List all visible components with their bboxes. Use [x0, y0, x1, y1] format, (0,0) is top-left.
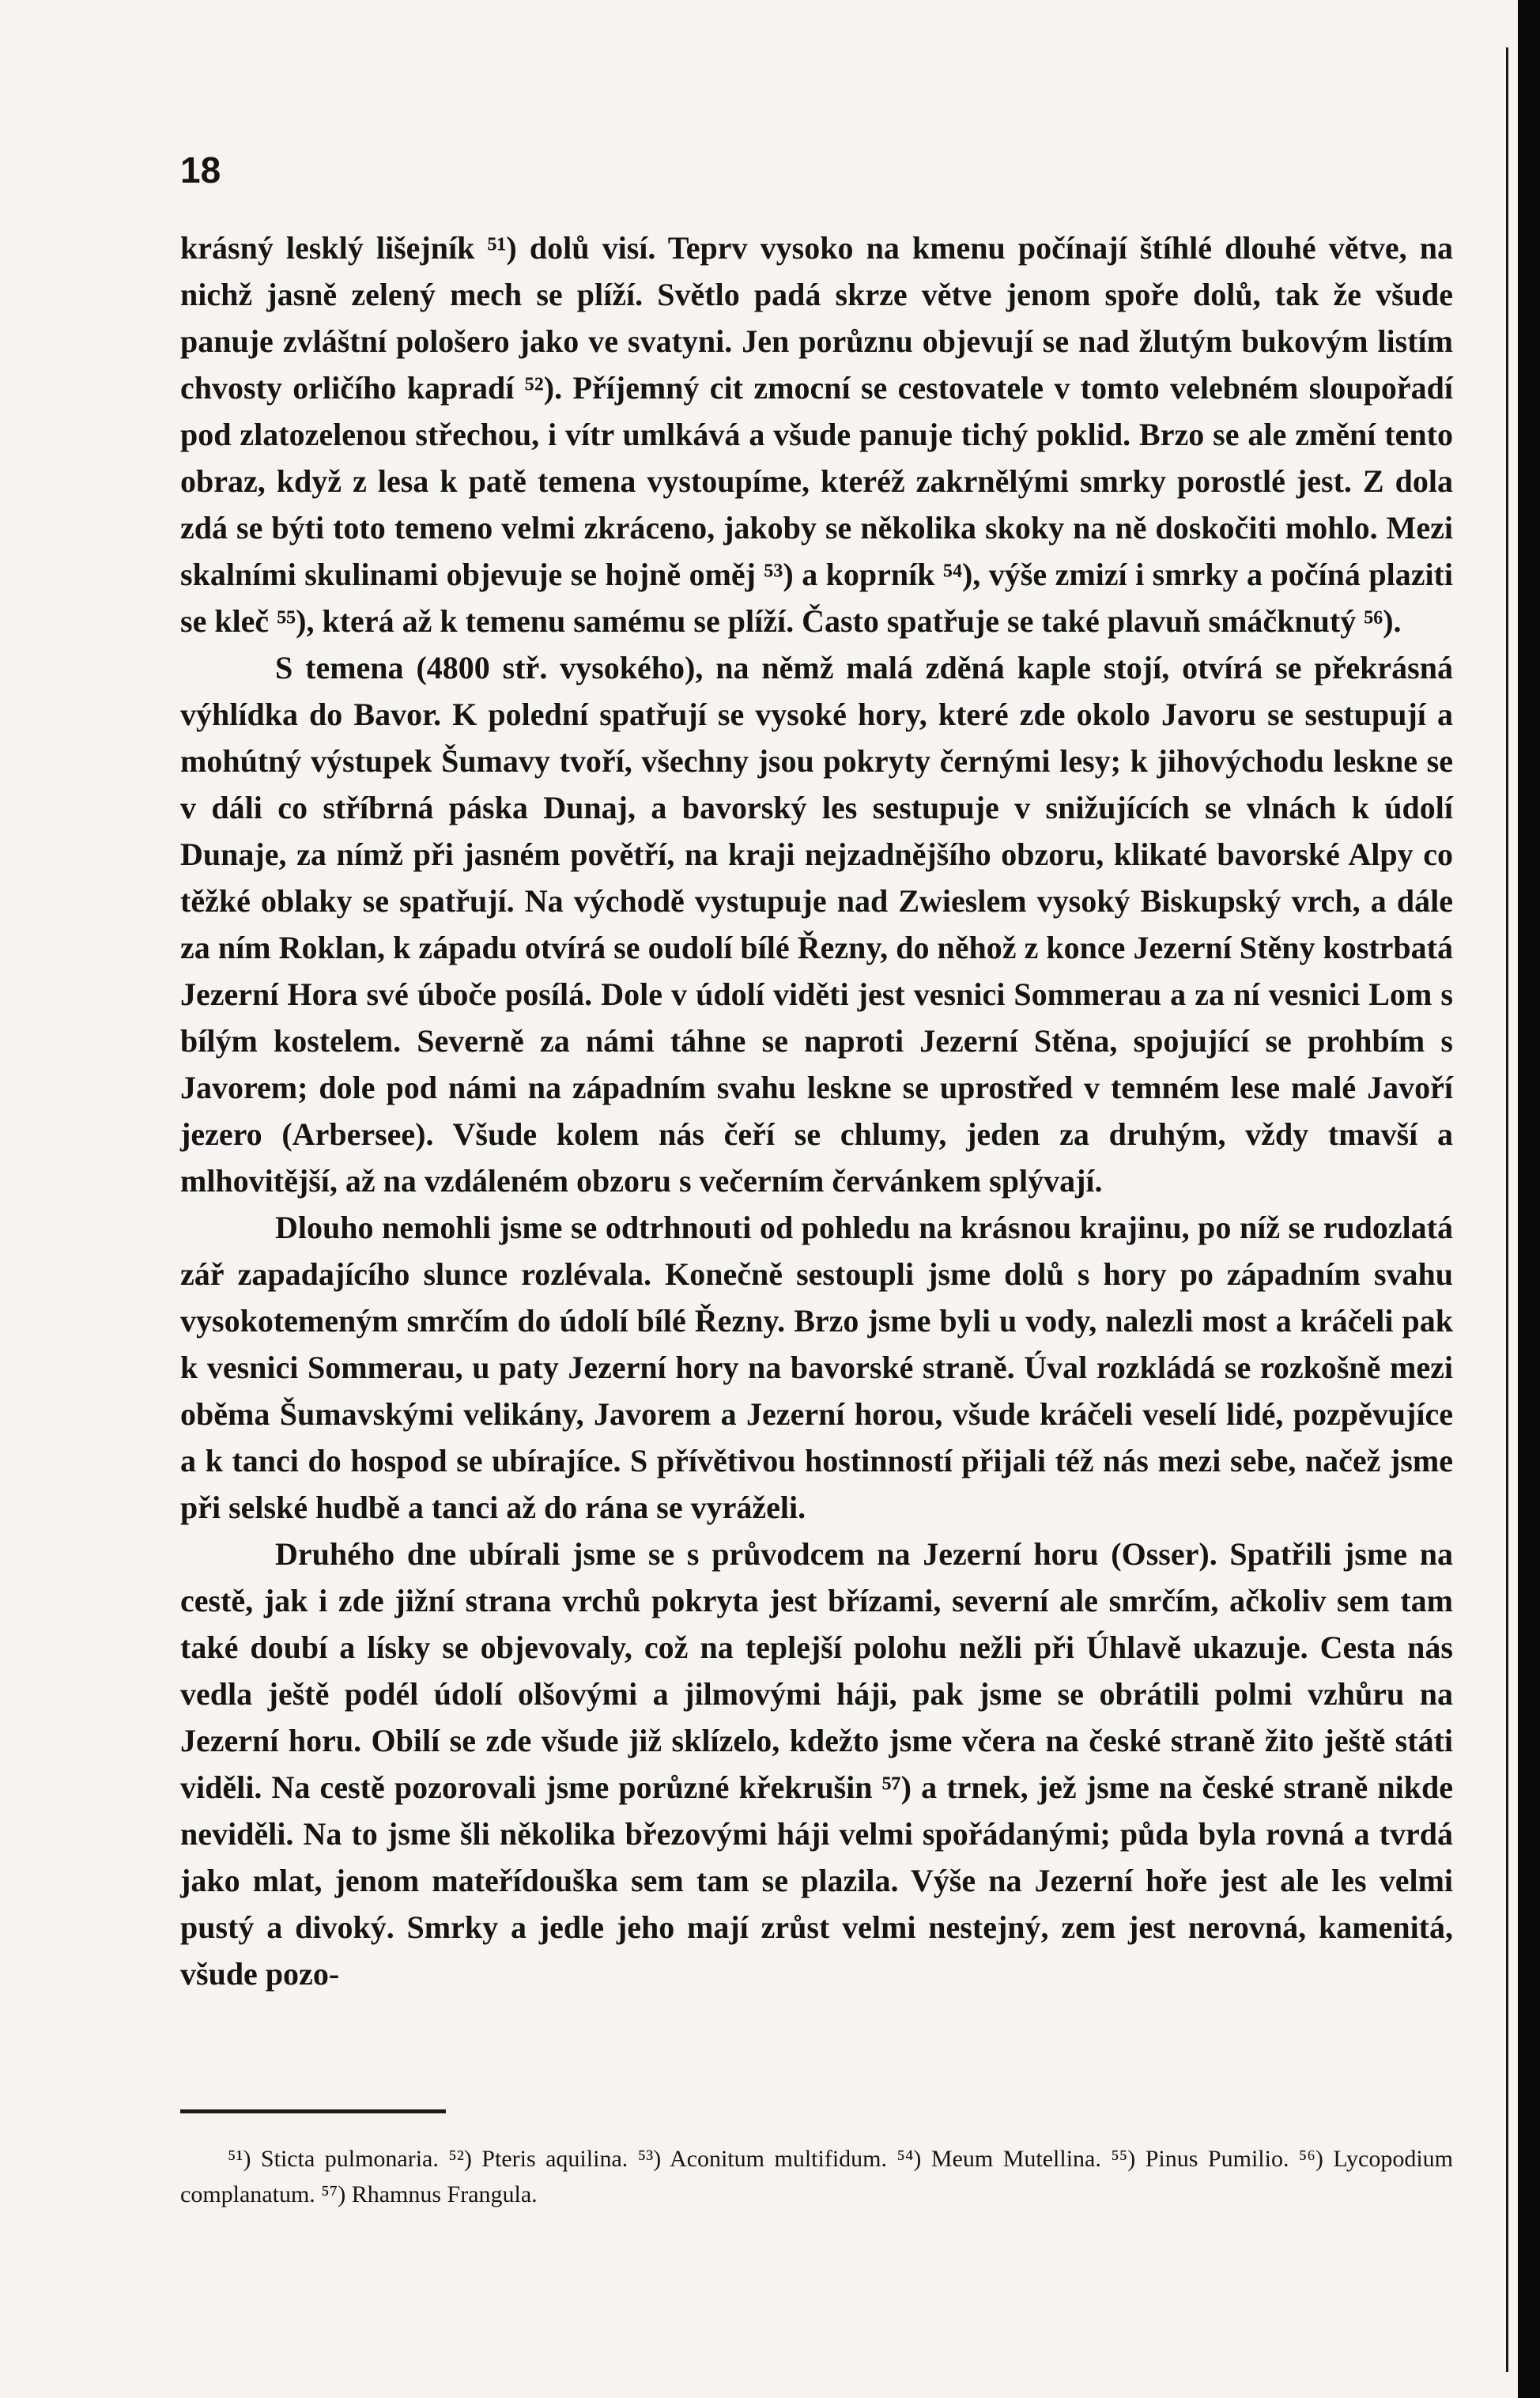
- paragraph-1: krásný lesklý lišejník ⁵¹) dolů visí. Teprv vysoko na kmenu počínají štíhlé dlouhé větve, na nichž jasně zelený mech se plíží. Světlo padá skrze větve jenom spoře dolů, tak že všude panuje zvláštní pološero jako ve svatyni. Jen porůznu objevují se nad žlutým bukovým listím chvosty orličího kapradí ⁵²). Příjemný cit zmocní se cestovatele v tomto velebném sloupořadí pod zlatozelenou střechou, i vítr umlkává a všude panuje tichý poklid. Brzo se ale změní tento obraz, když z lesa k patě temena vystoupíme, kteréž zakrnělými smrky porostlé jest. Z dola zdá se býti toto temeno velmi zkráceno, jakoby se několika skoky na ně doskočiti mohlo. Mezi skalními skulinami objevuje se hojně oměj ⁵³) a koprník ⁵⁴), výše zmizí i smrky a počíná plaziti se kleč ⁵⁵), která až k temenu samému se plíží. Často spatřuje se také plavuň smáčknutý ⁵⁶).: [180, 230, 1453, 639]
- body-text: [180, 225, 1453, 1997]
- page-number: 18: [180, 149, 221, 191]
- scan-border: [1518, 0, 1540, 2398]
- page-edge-line: [1506, 47, 1508, 2372]
- paragraph-4: Druhého dne ubírali jsme se s průvodcem na Jezerní horu (Osser). Spatřili jsme na cestě, jak i zde jižní strana vrchů pokryta jest břízami, severní ale smrčím, ačkoliv sem tam také doubí a lísky se objevovaly, což na teplejší polohu nežli při Úhlavě ukazuje. Cesta nás vedla ještě podél údolí olšovými a jilmovými háji, pak jsme se obrátili polmi vzhůru na Jezerní horu. Obilí se zde všude již sklízelo, kdežto jsme včera na české straně žito ještě státi viděli. Na cestě pozorovali jsme porůzné křekrušin ⁵⁷) a trnek, jež jsme na české straně nikde neviděli. Na to jsme šli několika březovými háji velmi spořádanými; půda byla rovná a tvrdá jako mlat, jenom mateřídouška sem tam se plazila. Výše na Jezerní hoře jest ale les velmi pustý a divoký. Smrky a jedle jeho mají zrůst velmi nestejný, zem jest nerovná, kamenitá, všude pozo-: [180, 1536, 1453, 1992]
- footnote-text: ⁵¹) Sticta pulmonaria. ⁵²) Pteris aquilina. ⁵³) Aconitum multifidum. ⁵⁴) Meum Mutellina. ⁵⁵) Pinus Pumilio. ⁵⁶) Lycopodium complanatum. ⁵⁷) Rhamnus Frangula.: [180, 2146, 1453, 2207]
- paragraph-3: Dlouho nemohli jsme se odtrhnouti od pohledu na krásnou krajinu, po níž se rudozlatá zář zapadajícího slunce rozlévala. Konečně sestoupli jsme dolů s hory po západním svahu vysokotemeným smrčím do údolí bílé Řezny. Brzo jsme byli u vody, nalezli most a kráčeli pak k vesnici Sommerau, u paty Jezerní hory na bavorské straně. Úval rozkládá se rozkošně mezi oběma Šumavskými velikány, Javorem a Jezerní horou, všude kráčeli veselí lidé, pozpěvujíce a k tanci do hospod se ubírajíce. S přívětivou hostinností přijali též nás mezi sebe, načež jsme při selské hudbě a tanci až do rána se vyráželi.: [180, 1210, 1453, 1525]
- footnote-rule: [180, 2109, 446, 2113]
- paragraph-2: S temena (4800 stř. vysokého), na němž malá zděná kaple stojí, otvírá se překrásná výhlídka do Bavor. K polední spatřují se vysoké hory, které zde okolo Javoru se sestupují a mohútný výstupek Šumavy tvoří, všechny jsou pokryty černými lesy; k jihovýchodu leskne se v dáli co stříbrná páska Dunaj, a bavorský les sestupuje v snižujících se vlnách k údolí Dunaje, za nímž při jasném povětří, na kraji nejzadnějšího obzoru, klikaté bavorské Alpy co těžké oblaky se spatřují. Na východě vystupuje nad Zwieslem vysoký Biskupský vrch, a dále za ním Roklan, k západu otvírá se oudolí bílé Řezny, do něhož z konce Jezerní Stěny kostrbatá Jezerní Hora své úboče posílá. Dole v údolí viděti jest vesnici Sommerau a za ní vesnici Lom s bílým kostelem. Severně za námi táhne se naproti Jezerní Stěna, spojující se prohbím s Javorem; dole pod námi na západním svahu leskne se uprostřed v temném lese malé Javoří jezero (Arbersee). Všude kolem nás čeří se chlumy, jeden za druhým, vždy tmavší a mlhovitější, až na vzdáleném obzoru s večerním červánkem splývají.: [180, 650, 1453, 1199]
- footnotes: [180, 2141, 1453, 2212]
